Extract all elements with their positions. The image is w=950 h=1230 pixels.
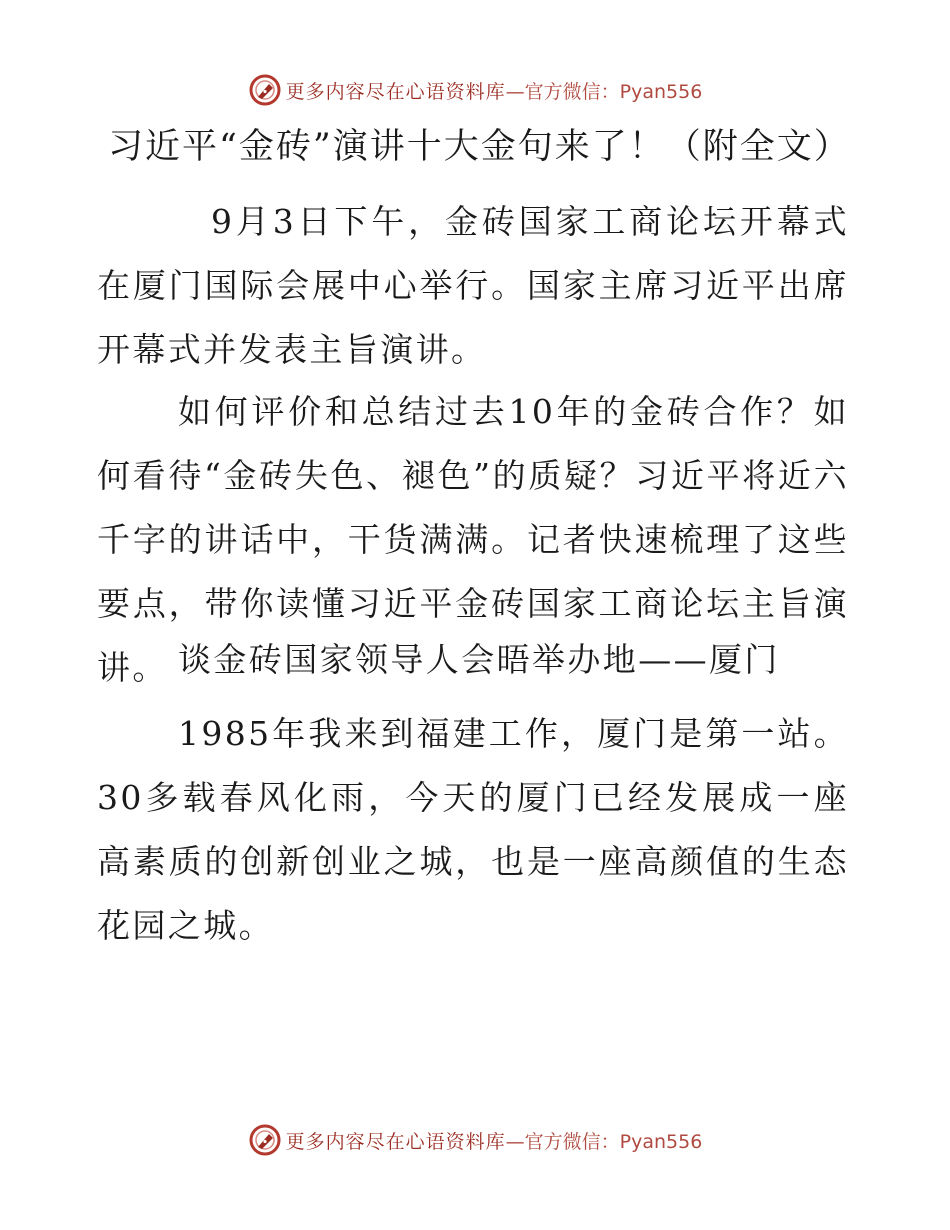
header-watermark: [0, 70, 950, 110]
paragraph-1: 9月3日下午，金砖国家工商论坛开幕式在厦门国际会展中心举行。国家主席习近平出席开幕式并发表主旨演讲。: [97, 202, 849, 369]
paragraph-2: 如何评价和总结过去10年的金砖合作？如何看待“金砖失色、褪色”的质疑？习近平将近六千字的讲话中，干货满满。记者快速梳理了这些要点，带你读懂习近平金砖国家工商论坛主旨演讲。: [97, 392, 849, 687]
watermark-main-text: 更多内容尽在心语资料库: [285, 80, 506, 103]
paragraph-3: 1985年我来到福建工作，厦门是第一站。30多载春风化雨，今天的厦门已经发展成一座高素质的创新创业之城，也是一座高颜值的生态花园之城。: [97, 714, 849, 945]
document-title: 习近平“金砖”演讲十大金句来了！（附全文）: [108, 127, 851, 167]
section-heading: 谈金砖国家领导人会晤举办地——厦门: [178, 640, 780, 679]
footer-watermark: [0, 1120, 950, 1160]
pen-nib-logo-icon: [248, 73, 282, 107]
watermark-sub-text: —官方微信：Pyan556: [505, 1130, 703, 1153]
watermark-main-text: 更多内容尽在心语资料库: [285, 1130, 506, 1153]
watermark-sub-text: —官方微信：Pyan556: [505, 80, 703, 103]
pen-nib-logo-icon: [248, 1123, 282, 1157]
